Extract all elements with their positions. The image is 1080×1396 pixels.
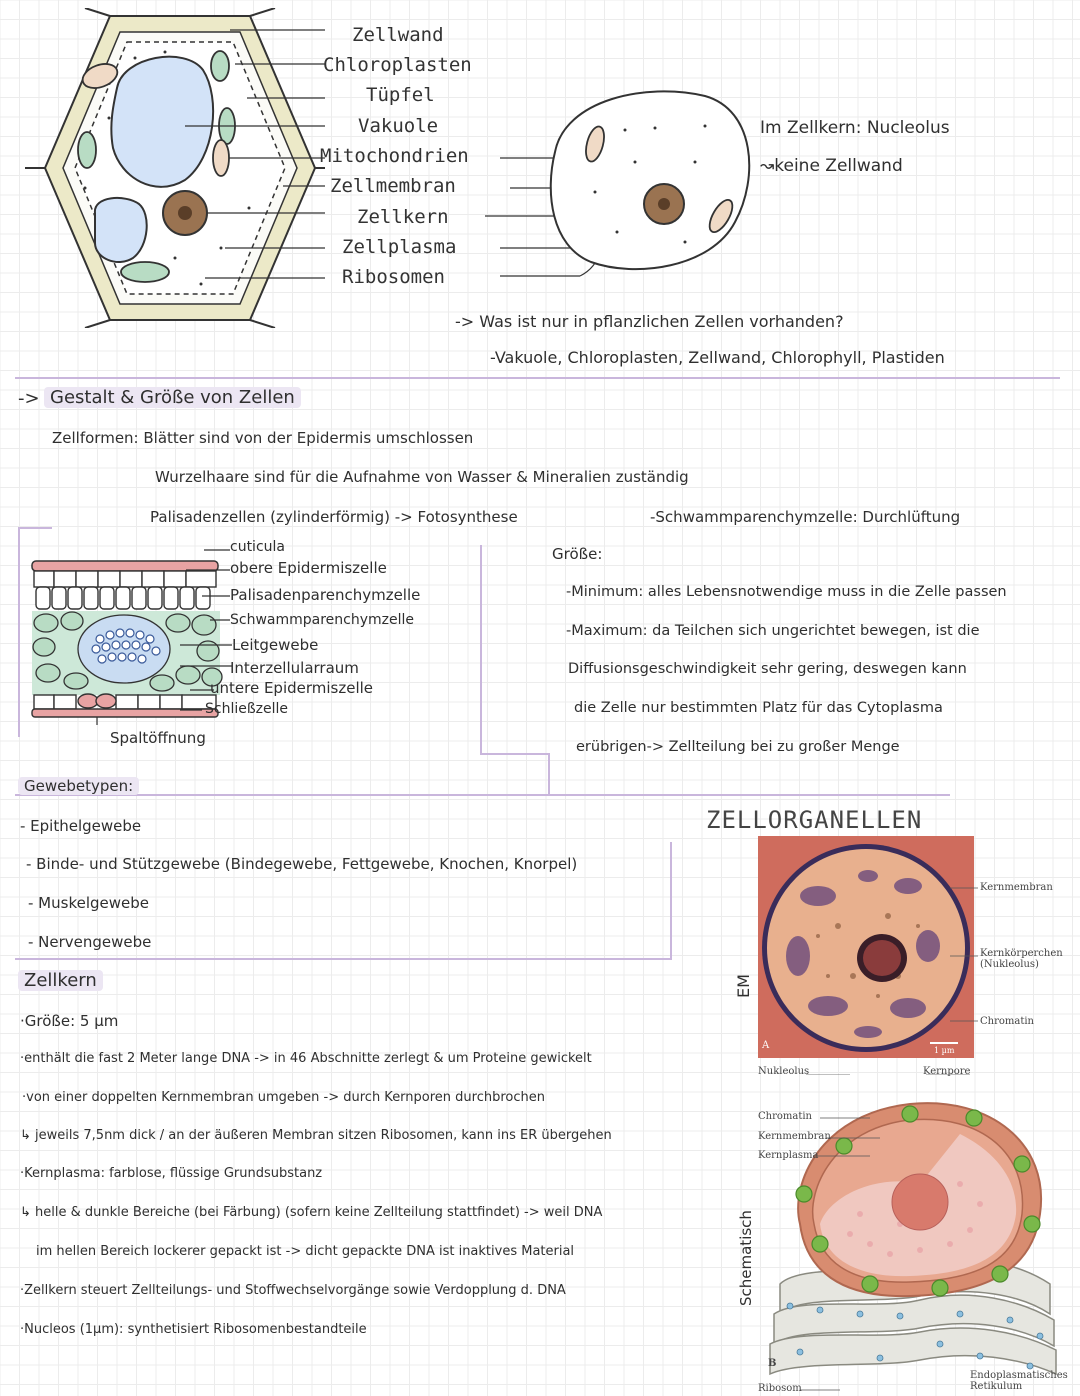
em-micrograph xyxy=(758,836,974,1058)
size-line-1: -Minimum: alles Lebensnotwendige muss in die Zelle passen xyxy=(566,584,1007,600)
nucleus-line-8: ·Zellkern steuert Zellteilungs- und Stoffwechselvorgänge sowie Verdopplung d. DNA xyxy=(20,1283,566,1298)
nucleus-line-2: ·enthält die fast 2 Meter lange DNA -> in 46 Abschnitte zerlegt & um Proteine gewickelt xyxy=(20,1051,592,1066)
leaf-label-schliesszelle: Schließzelle xyxy=(205,701,289,717)
section-divider xyxy=(15,794,950,796)
em-caption-nukleolus: Kernkörperchen (Nukleolus) xyxy=(980,948,1063,970)
leaf-label-spaltoeffnung: Spaltöffnung xyxy=(110,729,206,747)
schema-caption-er: Endoplasmatisches Retikulum xyxy=(970,1370,1068,1392)
label-zellmembran: Zellmembran xyxy=(330,175,456,197)
label-zellkern: Zellkern xyxy=(357,206,449,228)
answer-text: -Vakuole, Chloroplasten, Zellwand, Chlorophyll, Plastiden xyxy=(490,348,945,367)
leaf-label-cuticula: cuticula xyxy=(230,539,285,555)
tissue-heading: Gewebetypen: xyxy=(18,777,139,795)
size-line-2: -Maximum: da Teilchen sich ungerichtet bewegen, ist die xyxy=(566,623,980,639)
shape-heading: Gestalt & Größe von Zellen xyxy=(44,387,301,408)
nucleus-line-6: ↳ helle & dunkle Bereiche (bei Färbung) (sofern keine Zellteilung stattfindet) -> weil DNA xyxy=(20,1205,603,1220)
em-caption-lines xyxy=(950,880,980,1030)
schema-caption-kernmembran: Kernmembran xyxy=(758,1131,831,1142)
organelles-title: ZELLORGANELLEN xyxy=(706,806,923,834)
plant-cell-drawing xyxy=(25,8,325,328)
size-heading: Größe: xyxy=(552,545,603,563)
leaf-frame-vert xyxy=(548,753,550,795)
shape-arrow: -> xyxy=(18,388,40,409)
leaf-frame-top xyxy=(18,527,52,529)
leaf-label-interzellularraum: Interzellularraum xyxy=(230,659,359,677)
question-text: -> Was ist nur in pflanzlichen Zellen vorhanden? xyxy=(455,312,844,331)
label-tuepfel: Tüpfel xyxy=(366,84,435,106)
schema-label: Schematisch xyxy=(737,1210,755,1306)
schema-caption-kernpore: Kernpore xyxy=(923,1066,971,1077)
em-caption-kernmembran: Kernmembran xyxy=(980,882,1053,893)
schema-corner: B xyxy=(768,1358,777,1369)
em-corner: A xyxy=(762,1040,770,1051)
size-line-3: Diffusionsgeschwindigkeit sehr gering, deswegen kann xyxy=(568,661,967,677)
tissue-item-4: - Nervengewebe xyxy=(28,933,152,951)
label-ribosomen: Ribosomen xyxy=(342,266,445,288)
animal-cell-drawing xyxy=(535,82,760,282)
schema-caption-kernplasma: Kernplasma xyxy=(758,1150,819,1161)
leaf-label-obere-epidermiszelle: obere Epidermiszelle xyxy=(230,559,387,577)
nucleus-line-5: ·Kernplasma: farblose, flüssige Grundsubstanz xyxy=(20,1166,323,1181)
label-chloroplasten: Chloroplasten xyxy=(323,54,472,76)
tissue-item-3: - Muskelgewebe xyxy=(28,894,149,912)
leaf-label-untere-epidermiszelle: untere Epidermiszelle xyxy=(210,679,374,697)
nucleus-line-3: ·von einer doppelten Kernmembran umgeben -> durch Kernporen durchbrochen xyxy=(22,1090,546,1105)
shape-line-1: Zellformen: Blätter sind von der Epidermis umschlossen xyxy=(52,429,474,447)
shape-line-4: -Schwammparenchymzelle: Durchlüftung xyxy=(650,508,961,526)
size-line-5: erübrigen-> Zellteilung bei zu großer Menge xyxy=(576,739,900,755)
em-label: EM xyxy=(734,974,753,998)
leaf-label-leitgewebe: Leitgewebe xyxy=(232,636,319,654)
nucleus-heading: Zellkern xyxy=(18,970,103,991)
leaf-label-schwammparenchymzelle: Schwammparenchymzelle xyxy=(230,612,415,628)
label-zellwand: Zellwand xyxy=(352,24,444,46)
shape-line-2: Wurzelhaare sind für die Aufnahme von Wasser & Mineralien zuständig xyxy=(155,468,689,486)
tissue-item-1: - Epithelgewebe xyxy=(20,817,142,835)
leaf-frame-right xyxy=(480,545,482,755)
nucleus-line-9: ·Nucleos (1µm): synthetisiert Ribosomenbestandteile xyxy=(20,1322,367,1337)
tissue-item-2: - Binde- und Stützgewebe (Bindegewebe, Fettgewebe, Knochen, Knorpel) xyxy=(26,855,578,873)
tissue-frame-vert xyxy=(670,842,672,960)
label-vakuole: Vakuole xyxy=(358,115,439,137)
em-scale: 1 µm xyxy=(934,1046,955,1055)
divider-line xyxy=(15,377,1060,379)
schema-caption-nukleolus: Nukleolus xyxy=(758,1066,810,1077)
shape-line-3: Palisadenzellen (zylinderförmig) -> Fotosynthese xyxy=(150,508,518,526)
leaf-frame-left xyxy=(18,527,20,737)
leaf-label-palisadenparenchymzelle: Palisadenparenchymzelle xyxy=(230,586,421,604)
nucleus-line-4: ↳ jeweils 7,5nm dick / an der äußeren Membran sitzen Ribosomen, kann ins ER übergehen xyxy=(20,1128,612,1143)
animal-note-no-wall: ↝keine Zellwand xyxy=(760,156,903,176)
schema-caption-ribosom: Ribosom xyxy=(758,1383,802,1394)
leaf-frame-bottom xyxy=(480,753,550,755)
em-caption-chromatin: Chromatin xyxy=(980,1016,1034,1027)
schematic-nucleus-drawing xyxy=(760,1074,1068,1396)
nucleus-line-7: im hellen Bereich lockerer gepackt ist -> dicht gepackte DNA ist inaktives Material xyxy=(36,1244,575,1259)
label-mitochondrien: Mitochondrien xyxy=(320,145,469,167)
animal-note-nucleolus: Im Zellkern: Nucleolus xyxy=(760,118,950,138)
size-line-4: die Zelle nur bestimmten Platz für das Cytoplasma xyxy=(574,700,943,716)
nucleus-line-1: ·Größe: 5 µm xyxy=(20,1012,119,1030)
tissue-frame-bottom xyxy=(15,958,672,960)
label-zellplasma: Zellplasma xyxy=(342,236,457,258)
schema-caption-chromatin: Chromatin xyxy=(758,1111,812,1122)
